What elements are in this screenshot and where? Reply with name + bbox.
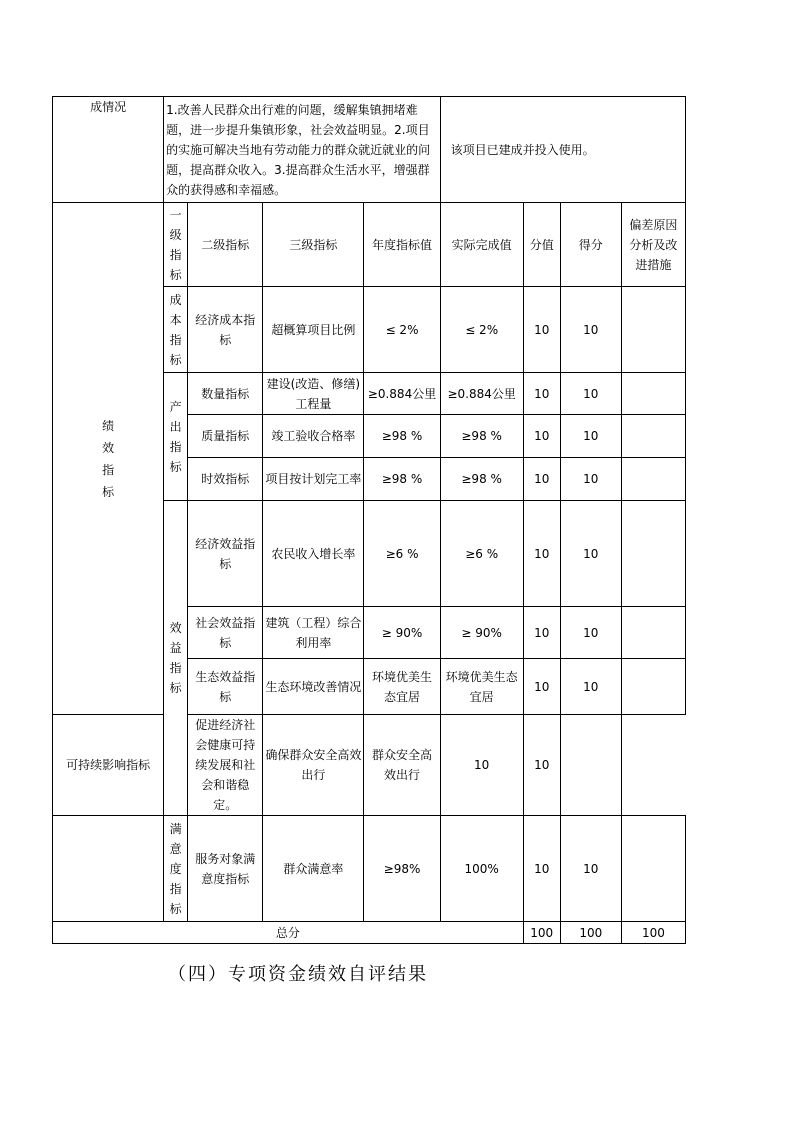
header-actual: 实际完成值 — [440, 203, 523, 287]
row-deviation — [621, 287, 685, 373]
row-deviation — [621, 373, 685, 415]
row-deviation — [621, 607, 685, 659]
completion-result: 该项目已建成并投入使用。 — [440, 97, 685, 203]
row-weight: 10 — [523, 415, 560, 458]
row-deviation — [621, 659, 685, 715]
row-deviation — [621, 816, 685, 922]
row-weight: 10 — [523, 501, 560, 607]
row-weight: 10 — [523, 373, 560, 415]
row-actual: ≥98 % — [440, 458, 523, 501]
row-weight: 10 — [523, 607, 560, 659]
row-score: 10 — [560, 415, 621, 458]
total-label: 总分 — [53, 922, 524, 944]
category-cell: 绩效指标 — [53, 203, 164, 715]
row-level3: 群众满意率 — [263, 816, 364, 922]
total-row — [53, 922, 686, 944]
row-level2: 质量指标 — [188, 415, 263, 458]
row-deviation — [621, 501, 685, 607]
header-weight: 分值 — [523, 203, 560, 287]
row-level2: 时效指标 — [188, 458, 263, 501]
row-level3: 农民收入增长率 — [263, 501, 364, 607]
row-target: ≥98% — [364, 816, 440, 922]
row-score: 10 — [560, 816, 621, 922]
header-target: 年度指标值 — [364, 203, 440, 287]
row-score: 10 — [560, 458, 621, 501]
row-level3: 生态环境改善情况 — [263, 659, 364, 715]
row-deviation — [560, 715, 621, 816]
row-level2: 可持续影响指标 — [53, 715, 164, 816]
row-score: 10 — [560, 373, 621, 415]
row-target: ≥0.884公里 — [364, 373, 440, 415]
row-level2: 经济效益指标 — [188, 501, 263, 607]
row-weight: 10 — [523, 816, 560, 922]
header-score: 得分 — [560, 203, 621, 287]
row-target: ≥6 % — [364, 501, 440, 607]
group-benefit: 效益指标 — [164, 501, 188, 816]
row-target: ≥ 90% — [364, 607, 440, 659]
group-satisfaction: 满意度指标 — [164, 816, 188, 922]
header-deviation: 偏差原因分析及改进措施 — [621, 203, 685, 287]
total-score: 100 — [560, 922, 621, 944]
row-level3: 项目按计划完工率 — [263, 458, 364, 501]
completion-detail: 1.改善人民群众出行难的问题，缓解集镇拥堵难题，进一步提升集镇形象，社会效益明显。2.项目的实施可解决当地有劳动能力的群众就近就业的问题，提高群众收入。3.提高群众生活水平，增强群众的获得感和幸福感。 — [164, 97, 440, 203]
row-actual: ≤ 2% — [440, 287, 523, 373]
row-score: 10 — [560, 501, 621, 607]
row-score: 10 — [560, 659, 621, 715]
row-target: 环境优美生态宜居 — [364, 659, 440, 715]
row-actual: ≥98 % — [440, 415, 523, 458]
row-level2: 社会效益指标 — [188, 607, 263, 659]
table-row — [53, 816, 686, 922]
table-header-row — [53, 203, 686, 287]
row-level3: 促进经济社会健康可持续发展和社会和谐稳定。 — [188, 715, 263, 816]
header-level1: 一级指标 — [164, 203, 188, 287]
performance-table — [52, 96, 686, 944]
row-level3: 超概算项目比例 — [263, 287, 364, 373]
section-heading: （四）专项资金绩效自评结果 — [168, 964, 428, 985]
header-level3: 三级指标 — [263, 203, 364, 287]
row-weight: 10 — [440, 715, 523, 816]
row-actual: 100% — [440, 816, 523, 922]
row-level2: 生态效益指标 — [188, 659, 263, 715]
group-cost: 成本指标 — [164, 287, 188, 373]
row-level3: 建设(改造、修缮)工程量 — [263, 373, 364, 415]
row-weight: 10 — [523, 458, 560, 501]
row-level2: 服务对象满意度指标 — [188, 816, 263, 922]
row-actual: 群众安全高效出行 — [364, 715, 440, 816]
row-target: 确保群众安全高效出行 — [263, 715, 364, 816]
row-weight: 10 — [523, 659, 560, 715]
row-level3: 建筑（工程）综合利用率 — [263, 607, 364, 659]
completion-label: 成情况 — [53, 97, 164, 203]
row-level2: 经济成本指标 — [188, 287, 263, 373]
row-deviation — [621, 458, 685, 501]
row-weight: 10 — [523, 287, 560, 373]
group-output: 产出指标 — [164, 373, 188, 501]
header-level2: 二级指标 — [188, 203, 263, 287]
row-actual: 环境优美生态宜居 — [440, 659, 523, 715]
total-deviation: 100 — [621, 922, 685, 944]
row-score: 10 — [523, 715, 560, 816]
row-actual: ≥0.884公里 — [440, 373, 523, 415]
row-target: ≤ 2% — [364, 287, 440, 373]
row-target: ≥98 % — [364, 458, 440, 501]
row-score: 10 — [560, 287, 621, 373]
row-deviation — [621, 415, 685, 458]
completion-row — [53, 97, 686, 203]
row-level2: 数量指标 — [188, 373, 263, 415]
row-level3: 竣工验收合格率 — [263, 415, 364, 458]
row-score: 10 — [560, 607, 621, 659]
row-actual: ≥ 90% — [440, 607, 523, 659]
satisfaction-empty-cell — [53, 816, 164, 922]
row-actual: ≥6 % — [440, 501, 523, 607]
table-row — [53, 715, 686, 816]
total-weight: 100 — [523, 922, 560, 944]
row-target: ≥98 % — [364, 415, 440, 458]
